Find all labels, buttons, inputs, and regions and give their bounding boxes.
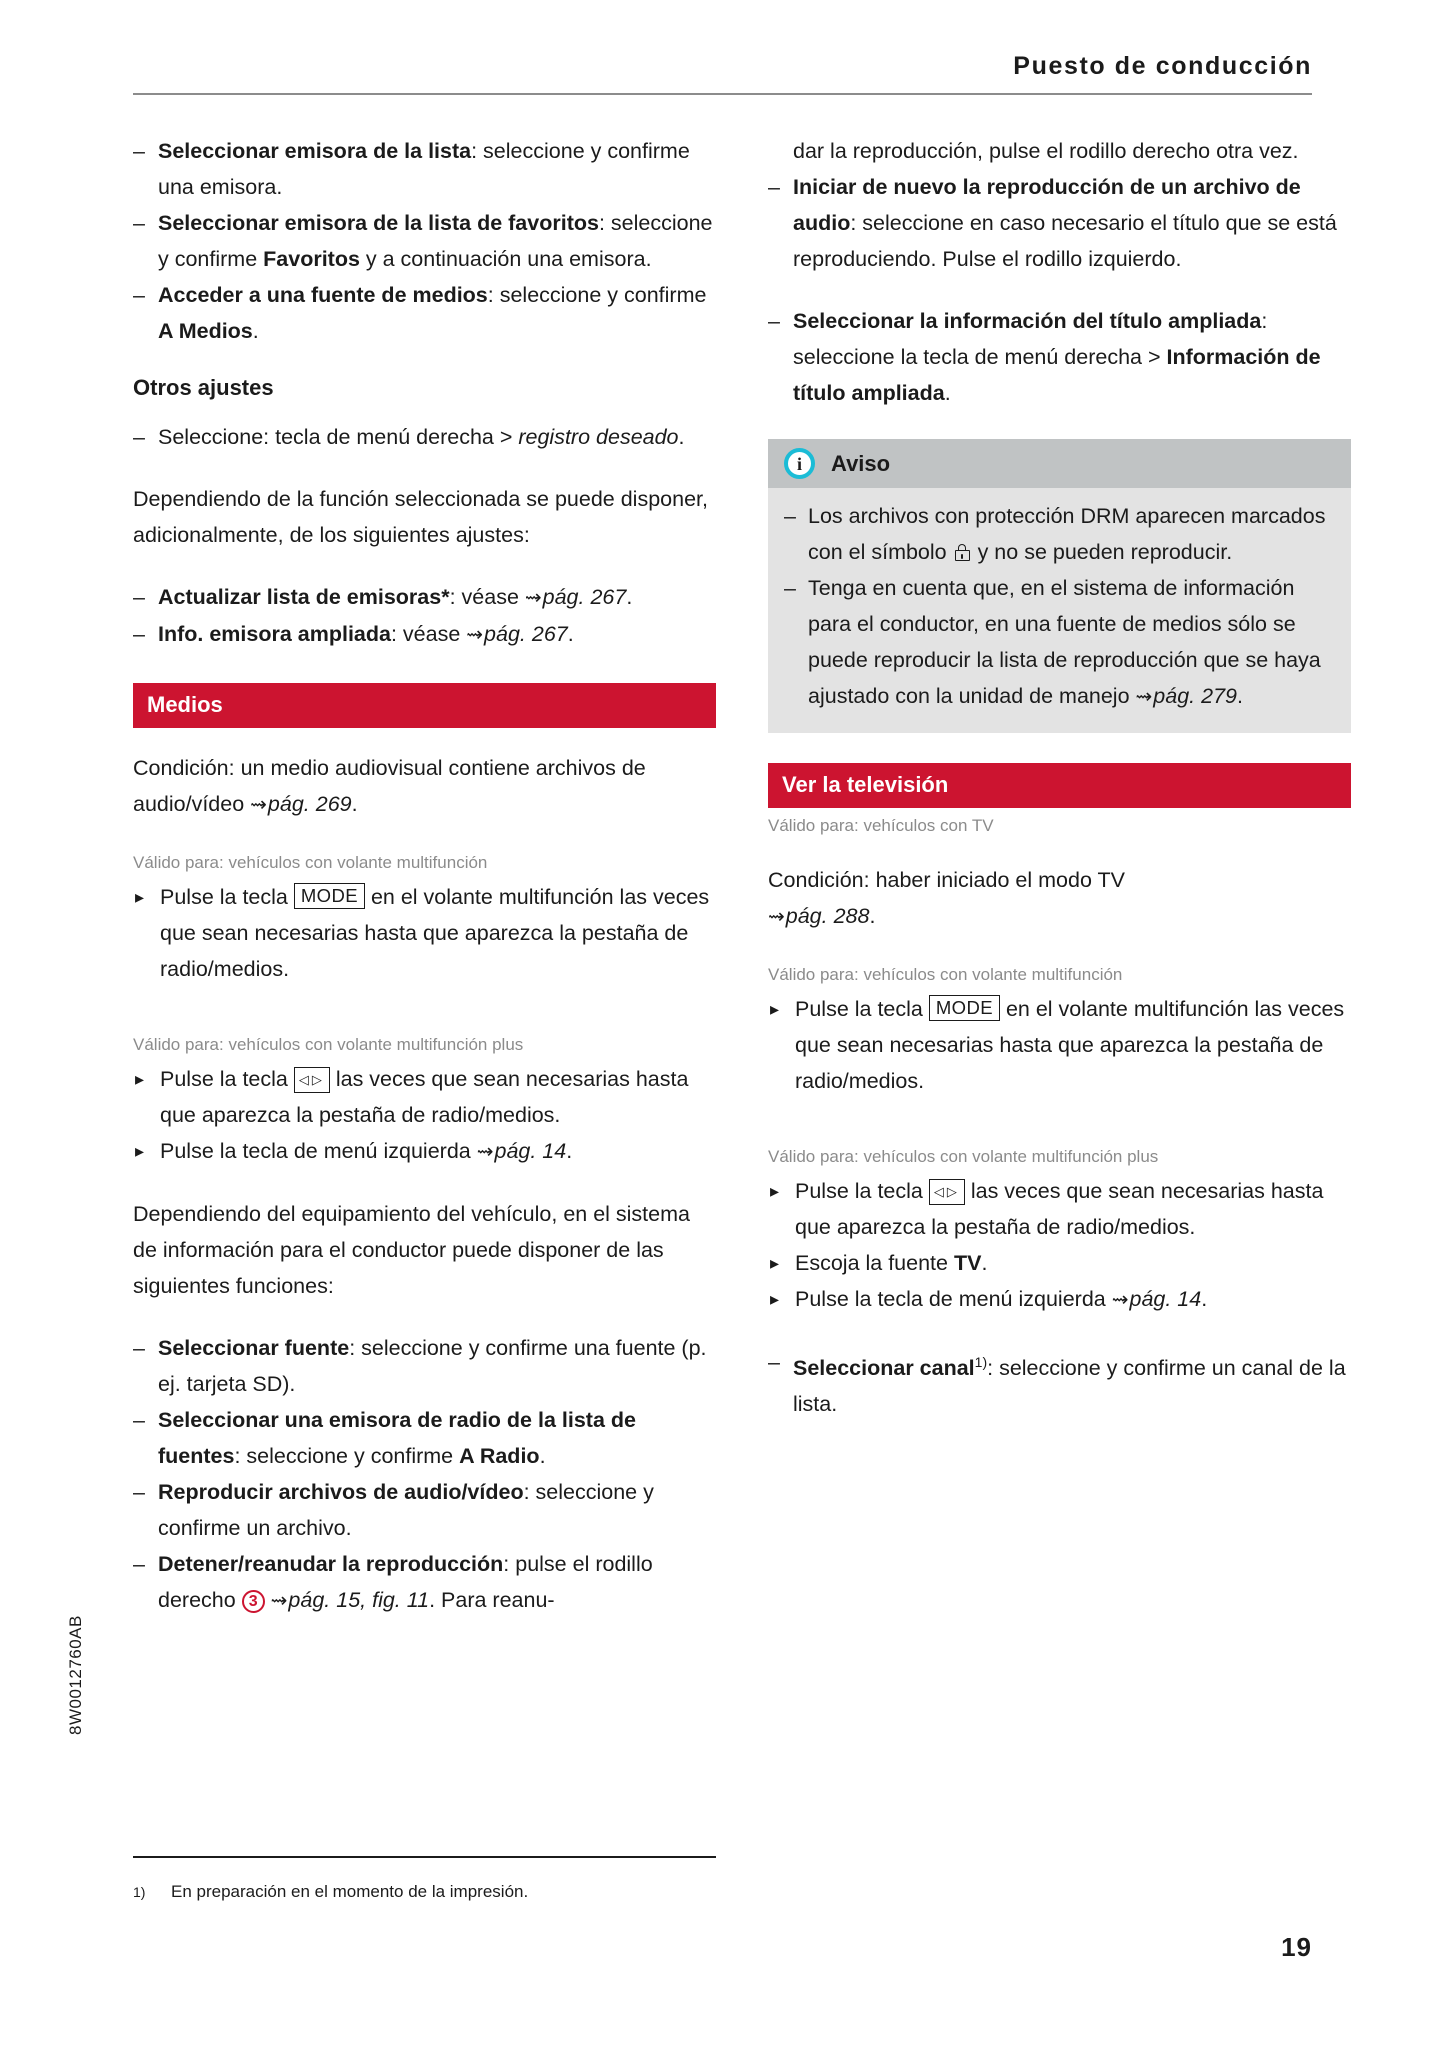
list-item-italic: registro deseado <box>518 425 679 449</box>
list-item-desc-b: . Para reanu- <box>429 1588 555 1612</box>
part-number: 8W0012760AB <box>66 1615 85 1735</box>
condicion-tail: . <box>351 792 358 816</box>
notice-title: Aviso <box>831 450 891 476</box>
list-item-tail: . <box>678 425 685 449</box>
page-reference-label: pág. 288 <box>785 904 870 928</box>
list-item-term: Info. emisora ampliada <box>158 622 391 646</box>
paragraph-dependiendo-funcion: Dependiendo de la función seleccionada se puede disponer, adicionalmente, de los siguientes ajustes: <box>133 487 708 547</box>
section-banner-ver-television: Ver la televisión <box>768 763 1351 808</box>
radio-options-list <box>133 133 716 349</box>
step-tail: . <box>981 1251 988 1275</box>
list-item <box>784 570 1333 715</box>
list-item-desc: : seleccione y confirme una emisora. <box>158 139 690 199</box>
left-right-arrow-key-icon: ◁▷ <box>929 1179 965 1205</box>
list-item-desc: : véase <box>449 585 525 609</box>
page-number: 19 <box>1281 1932 1312 1962</box>
page-reference <box>250 792 351 816</box>
list-item-tail: . <box>626 585 633 609</box>
page-title: Puesto de conducción <box>1013 52 1312 80</box>
ref-arrow-icon: ⇝ <box>250 794 267 816</box>
ref-arrow-icon: ⇝ <box>524 587 542 609</box>
footnote-marker-label: 1) <box>133 1884 146 1900</box>
list-item <box>133 1546 716 1619</box>
list-item <box>133 616 716 653</box>
list-item-desc-a: : seleccione y confirme <box>234 1444 460 1468</box>
list-item-menu-name: Favoritos <box>263 247 360 271</box>
page-reference <box>477 1139 567 1163</box>
step-tail: . <box>1201 1287 1208 1311</box>
otros-ajustes-list <box>133 419 716 455</box>
page-reference-label: pág. 267 <box>484 622 568 646</box>
source-name: TV <box>953 1251 982 1275</box>
ref-arrow-icon: ⇝ <box>270 1590 288 1612</box>
notice-header <box>768 439 1351 488</box>
list-item-term: Seleccionar la información del título ampliada <box>793 309 1262 333</box>
ajustes-adicionales-list <box>133 579 716 653</box>
footnote-marker <box>133 1878 171 1913</box>
step-text-post: en el volante multifunción las veces que sean necesarias hasta que aparezca la pestaña de radio/medios. <box>795 997 1345 1093</box>
list-item <box>133 419 716 455</box>
page-reference <box>525 585 626 609</box>
header-divider <box>133 93 1312 95</box>
canal-list <box>768 1344 1351 1422</box>
list-item <box>133 205 716 277</box>
subheading-otros-ajustes: Otros ajustes <box>133 375 274 400</box>
list-item-desc: : seleccione en caso necesario el título que se está reproduciendo. Pulse el rodillo izquierdo. <box>793 211 1337 271</box>
footnote-text: En preparación en el momento de la impresión. <box>171 1882 529 1901</box>
notice-list <box>784 498 1333 715</box>
list-item-menu-name: A Medios <box>158 319 253 343</box>
list-item-desc-b: . <box>539 1444 546 1468</box>
notice-body <box>768 488 1351 733</box>
page-reference-label: pág. 14 <box>1129 1287 1202 1311</box>
arrow-step-list <box>133 1061 716 1170</box>
notice-text-pre: Los archivos con protección DRM aparecen marcados con el símbolo <box>808 504 1326 564</box>
list-item <box>133 579 716 616</box>
footnote-marker: 1) <box>974 1354 988 1370</box>
page-reference-label: pág. 267 <box>542 585 627 609</box>
footnote-divider <box>133 1856 716 1858</box>
list-item <box>768 1173 1351 1245</box>
list-item <box>768 169 1351 277</box>
callout-number-3: 3 <box>242 1590 265 1613</box>
mode-key-icon: MODE <box>294 883 365 909</box>
media-options-list <box>768 169 1351 411</box>
tv-mode-step-list <box>768 991 1351 1099</box>
left-column <box>133 133 716 1619</box>
info-icon-letter: i <box>796 453 802 474</box>
paragraph-continuation: dar la reproducción, pulse el rodillo derecho otra vez. <box>793 139 1299 163</box>
page-reference-label: pág. 14 <box>494 1139 567 1163</box>
right-column <box>768 133 1351 1422</box>
notice-text-post: y no se pueden reproducir. <box>971 540 1233 564</box>
page-reference-label: pág. 279 <box>1153 684 1237 708</box>
step-text-pre: Pulse la tecla <box>795 997 929 1021</box>
condicion-text: Condición: un medio audiovisual contiene archivos de audio/vídeo <box>133 756 646 816</box>
list-item-term: Seleccionar emisora de la lista <box>158 139 472 163</box>
list-item-desc: : seleccione y confirme una fuente (p. ej. tarjeta SD). <box>158 1336 707 1396</box>
validity-note-tv: Válido para: vehículos con TV <box>768 816 994 835</box>
list-item <box>133 1402 716 1474</box>
page-header <box>133 52 1312 94</box>
validity-note-mf: Válido para: vehículos con volante multifunción <box>133 853 488 872</box>
list-item-desc-b: y a continuación una emisora. <box>359 247 652 271</box>
ref-arrow-icon: ⇝ <box>768 906 785 928</box>
list-item-menu-name: Información de título ampliada <box>793 345 1321 405</box>
list-item-desc-a: : seleccione y confirme <box>487 283 707 307</box>
left-right-arrow-key-icon: ◁▷ <box>294 1067 330 1093</box>
list-item <box>133 277 716 349</box>
list-item <box>768 1281 1351 1318</box>
validity-note-mf-plus: Válido para: vehículos con volante multifunción plus <box>768 1147 1159 1166</box>
page-reference <box>271 1588 429 1612</box>
step-text-pre: Pulse la tecla <box>160 1067 294 1091</box>
condicion-tv-text: Condición: haber iniciado el modo TV <box>768 868 1125 892</box>
step-text-post: las veces que sean necesarias hasta que aparezca la pestaña de radio/medios. <box>795 1179 1324 1239</box>
list-item <box>768 1245 1351 1281</box>
list-item-term: Seleccionar una emisora de radio de la lista de fuentes <box>158 1408 636 1468</box>
list-item <box>768 1344 1351 1422</box>
condicion-tv-tail: . <box>869 904 876 928</box>
tv-arrow-step-list <box>768 1173 1351 1318</box>
step-text: Pulse la tecla de menú izquierda <box>160 1139 477 1163</box>
step-text-pre: Pulse la tecla <box>160 885 294 909</box>
ref-arrow-icon: ⇝ <box>466 624 484 646</box>
list-item <box>784 498 1333 570</box>
list-item-desc-a: : pulse el rodillo derecho <box>158 1552 653 1612</box>
ref-arrow-icon: ⇝ <box>1111 1289 1129 1311</box>
list-item <box>133 1061 716 1133</box>
list-item-term: Reproducir archivos de audio/vídeo <box>158 1480 524 1504</box>
list-item <box>133 879 716 987</box>
paragraph-condicion-medios <box>133 750 716 823</box>
lock-icon <box>955 544 970 561</box>
step-text: Escoja la fuente <box>795 1251 954 1275</box>
step-text-post: en el volante multifunción las veces que sean necesarias hasta que aparezca la pestaña de radio/medios. <box>160 885 710 981</box>
list-item-desc-a: : seleccione y confirme <box>158 211 713 271</box>
list-item <box>133 133 716 205</box>
list-item-desc: : véase <box>390 622 467 646</box>
page-reference <box>1136 684 1237 708</box>
notice-box <box>768 439 1351 733</box>
page-reference-label: pág. 15, fig. 11 <box>288 1588 430 1612</box>
step-tail: . <box>566 1139 573 1163</box>
page-reference-label: pág. 269 <box>267 792 352 816</box>
list-item-text: Seleccione: tecla de menú derecha > <box>158 425 519 449</box>
notice-tail: . <box>1237 684 1243 708</box>
funciones-list <box>133 1330 716 1619</box>
validity-note-mf-plus: Válido para: vehículos con volante multifunción plus <box>133 1035 524 1054</box>
list-item <box>768 991 1351 1099</box>
list-item-desc-a: : seleccione la tecla de menú derecha > <box>793 309 1268 369</box>
list-item-term: Detener/reanudar la reproducción <box>158 1552 504 1576</box>
list-item-term: Seleccionar fuente <box>158 1336 350 1360</box>
list-item-desc: : seleccione y confirme un canal de la lista. <box>793 1356 1346 1417</box>
step-text-post: las veces que sean necesarias hasta que aparezca la pestaña de radio/medios. <box>160 1067 689 1127</box>
list-item-desc-b: . <box>944 381 951 405</box>
list-item <box>768 303 1351 411</box>
list-item-desc-b: . <box>252 319 259 343</box>
list-item-term: Iniciar de nuevo la reproducción de un archivo de audio <box>793 175 1301 235</box>
step-text: Pulse la tecla de menú izquierda <box>795 1287 1112 1311</box>
list-item <box>133 1474 716 1546</box>
mode-step-list <box>133 879 716 987</box>
notice-text: Tenga en cuenta que, en el sistema de información para el conductor, en una fuente de medios sólo se puede reproducir la lista de reproducción que se haya ajustado con la unidad de manejo <box>808 576 1321 708</box>
list-item-desc: : seleccione y confirme un archivo. <box>158 1480 654 1540</box>
page-reference <box>466 622 567 646</box>
page-reference <box>768 904 869 928</box>
list-item-term: Seleccionar emisora de la lista de favoritos <box>158 211 599 235</box>
list-item-term: Seleccionar canal <box>793 1356 975 1381</box>
info-icon <box>784 448 815 479</box>
mode-key-icon: MODE <box>929 995 1000 1021</box>
paragraph-condicion-tv <box>768 862 1351 935</box>
list-item-term: Acceder a una fuente de medios <box>158 283 488 307</box>
list-item <box>133 1133 716 1170</box>
page-reference <box>1112 1287 1202 1311</box>
list-item-term: Actualizar lista de emisoras* <box>158 585 450 609</box>
list-item-tail: . <box>567 622 574 646</box>
ref-arrow-icon: ⇝ <box>1135 686 1153 708</box>
paragraph-dependiendo-equipamiento: Dependiendo del equipamiento del vehículo, en el sistema de información para el conductor puede disponer de las siguientes funciones: <box>133 1202 690 1298</box>
ref-arrow-icon: ⇝ <box>476 1141 494 1163</box>
step-text-pre: Pulse la tecla <box>795 1179 929 1203</box>
list-item-menu-name: A Radio <box>459 1444 540 1468</box>
section-banner-medios: Medios <box>133 683 716 728</box>
footnote <box>133 1878 733 1913</box>
validity-note-mf: Válido para: vehículos con volante multifunción <box>768 965 1123 984</box>
list-item <box>133 1330 716 1402</box>
